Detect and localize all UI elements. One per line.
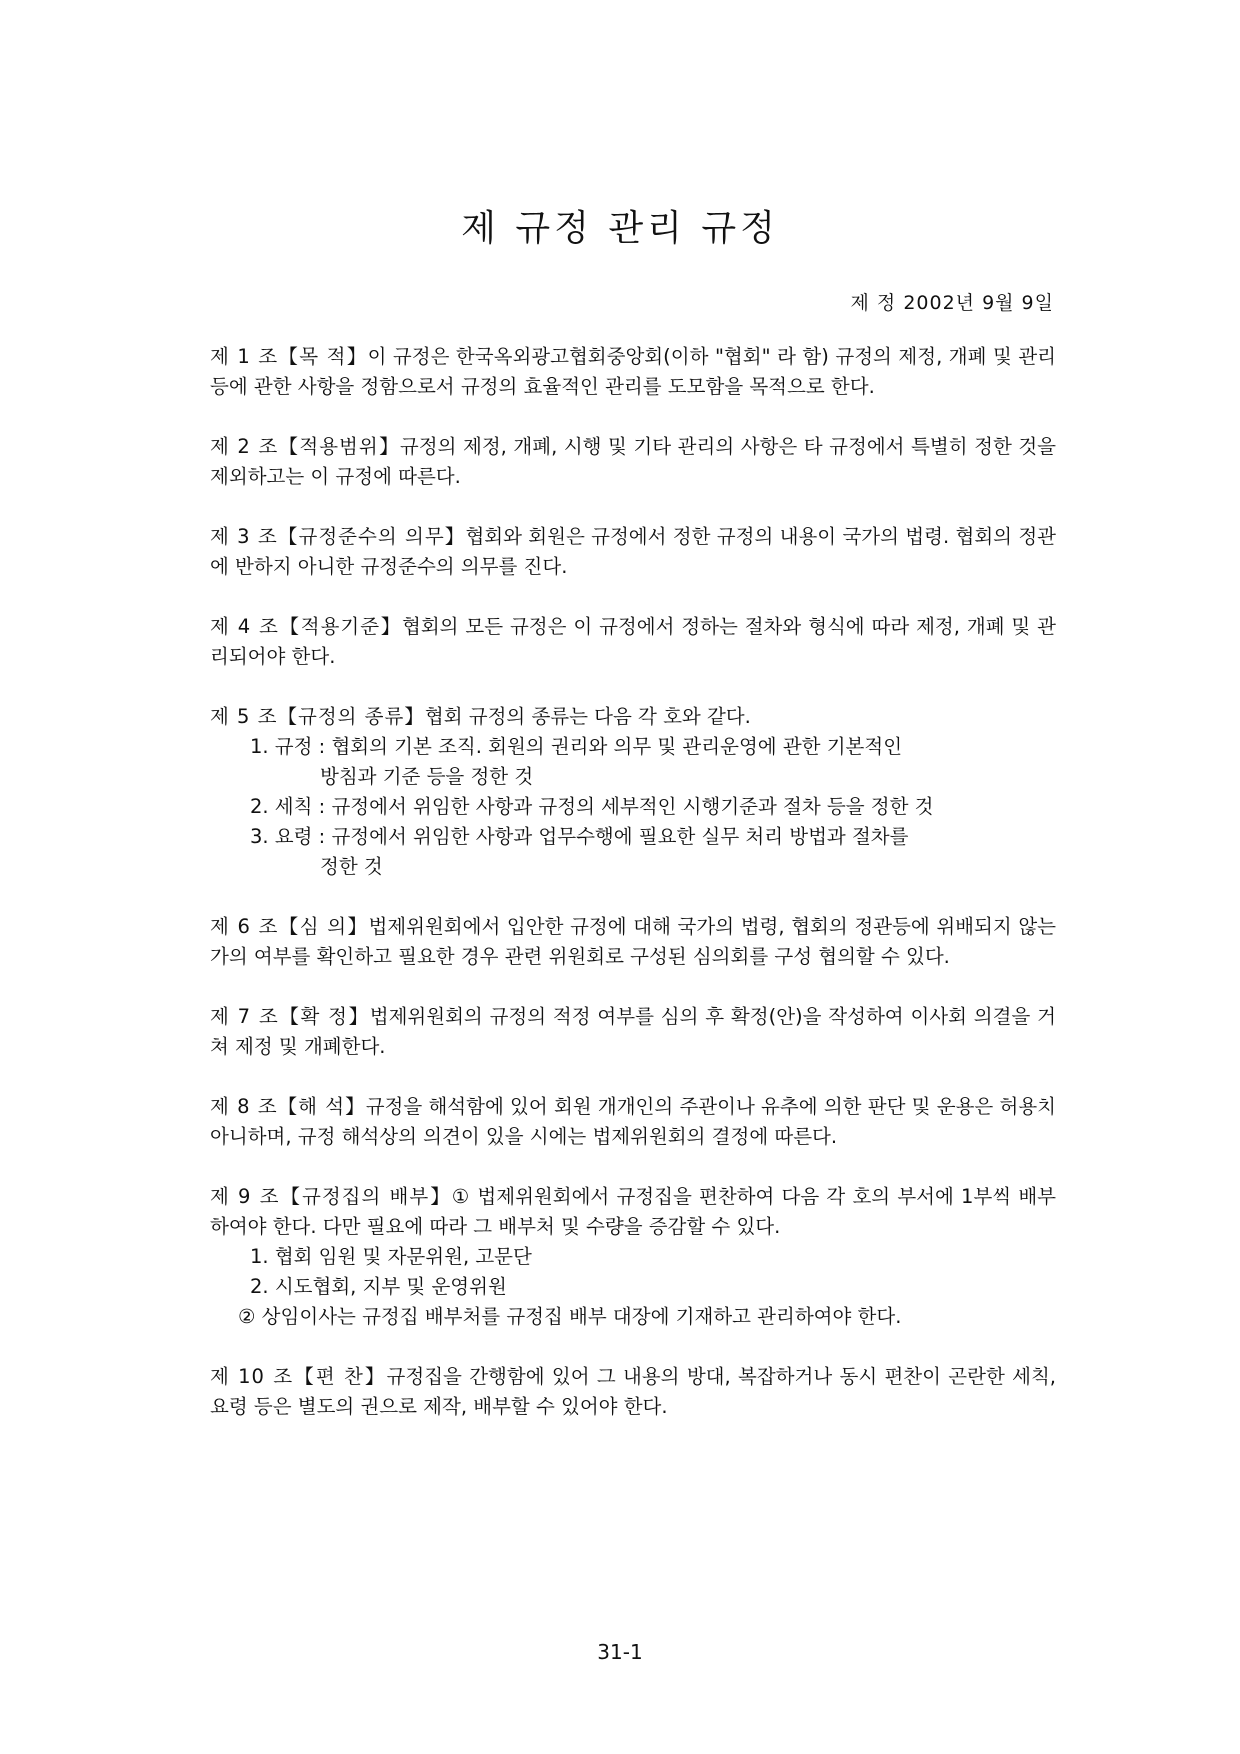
- item-label: 2.: [250, 1275, 275, 1298]
- item-continuation: 정한 것: [320, 855, 383, 878]
- article-heading: 제 7 조【확 정】: [210, 1005, 370, 1028]
- list-item: [210, 732, 1056, 792]
- item-text: 협회 임원 및 자문위원, 고문단: [274, 1245, 532, 1268]
- item-label: 1.: [250, 1245, 275, 1268]
- article-heading: 제 2 조【적용범위】: [210, 435, 400, 458]
- article-2: [210, 432, 1056, 492]
- article-8: [210, 1092, 1056, 1152]
- article-text: 이 규정은 한국옥외광고협회중앙회(이하 "협회" 라 함) 규정의 제정, 개폐 및 관리 등에 관한 사항을 정함으로서 규정의 효율적인 관리를 도모함을 목적으로 한다.: [210, 345, 1056, 398]
- article-heading: 제 5 조【규정의 종류】: [210, 705, 425, 728]
- item-label: 2. 세칙 :: [250, 795, 332, 818]
- article-9: [210, 1182, 1056, 1332]
- item-text: 협회의 기본 조직. 회원의 권리와 의무 및 관리운영에 관한 기본적인: [331, 735, 903, 758]
- article-heading: 제 1 조【목 적】: [210, 345, 368, 368]
- article-items: [210, 1242, 1056, 1302]
- article-6: [210, 912, 1056, 972]
- item-text: 규정에서 위임한 사항과 업무수행에 필요한 실무 처리 방법과 절차를: [331, 825, 909, 848]
- list-item: [210, 1242, 1056, 1272]
- item-continuation: 방침과 기준 등을 정한 것: [320, 765, 534, 788]
- article-text: 협회와 회원은 규정에서 정한 규정의 내용이 국가의 법령. 협회의 정관에 반하지 아니한 규정준수의 의무를 진다.: [210, 525, 1057, 578]
- enactment-date: 제 정 2002년 9월 9일: [850, 292, 1054, 314]
- article-heading: 제 9 조【규정집의 배부】: [210, 1185, 452, 1208]
- article-text: 규정집을 간행함에 있어 그 내용의 방대, 복잡하거나 동시 편찬이 곤란한 세칙, 요령 등은 별도의 권으로 제작, 배부할 수 있어야 한다.: [210, 1365, 1056, 1418]
- article-7: [210, 1002, 1056, 1062]
- article-heading: 제 10 조【편 찬】: [210, 1365, 387, 1388]
- list-item: [210, 822, 1056, 882]
- article-text: 협회 규정의 종류는 다음 각 호와 같다.: [424, 705, 751, 728]
- list-item: [210, 1272, 1056, 1302]
- article-items: [210, 732, 1056, 882]
- article-heading: 제 4 조【적용기준】: [210, 615, 402, 638]
- item-text: 시도협회, 지부 및 운영위원: [274, 1275, 507, 1298]
- article-heading: 제 3 조【규정준수의 의무】: [210, 525, 466, 548]
- article-1: [210, 342, 1056, 402]
- document-title: 제 규정 관리 규정: [461, 208, 779, 249]
- article-text: 협회의 모든 규정은 이 규정에서 정하는 절차와 형식에 따라 제정, 개폐 및 관리되어야 한다.: [210, 615, 1056, 668]
- article-4: [210, 612, 1056, 672]
- article-text: ① 법제위원회에서 규정집을 편찬하여 다음 각 호의 부서에 1부씩 배부하여야 한다. 다만 필요에 따라 그 배부처 및 수량을 증감할 수 있다.: [210, 1185, 1057, 1238]
- article-text: 법제위원회의 규정의 적정 여부를 심의 후 확정(안)을 작성하여 이사회 의결을 거쳐 제정 및 개폐한다.: [210, 1005, 1056, 1058]
- item-text: 규정에서 위임한 사항과 규정의 세부적인 시행기준과 절차 등을 정한 것: [331, 795, 934, 818]
- article-heading: 제 6 조【심 의】: [210, 915, 369, 938]
- item-label: 3. 요령 :: [250, 825, 332, 848]
- document-body: [210, 342, 1056, 1452]
- article-5: [210, 702, 1056, 882]
- page-number: 31-1: [597, 1640, 643, 1664]
- article-3: [210, 522, 1056, 582]
- item-label: 1. 규정 :: [250, 735, 332, 758]
- article-text: 법제위원회에서 입안한 규정에 대해 국가의 법령, 협회의 정관등에 위배되지 않는가의 여부를 확인하고 필요한 경우 관련 위원회로 구성된 심의회를 구성 협의할 수 있다.: [210, 915, 1056, 968]
- article-10: [210, 1362, 1056, 1422]
- article-text: 규정을 해석함에 있어 회원 개개인의 주관이나 유추에 의한 판단 및 운용은 허용치 아니하며, 규정 해석상의 의견이 있을 시에는 법제위원회의 결정에 따른다.: [210, 1095, 1056, 1148]
- article-text: 규정의 제정, 개폐, 시행 및 기타 관리의 사항은 타 규정에서 특별히 정한 것을 제외하고는 이 규정에 따른다.: [210, 435, 1056, 488]
- article-paragraph-2: ② 상임이사는 규정집 배부처를 규정집 배부 대장에 기재하고 관리하여야 한다.: [238, 1305, 902, 1328]
- article-heading: 제 8 조【해 석】: [210, 1095, 366, 1118]
- list-item: [210, 792, 1056, 822]
